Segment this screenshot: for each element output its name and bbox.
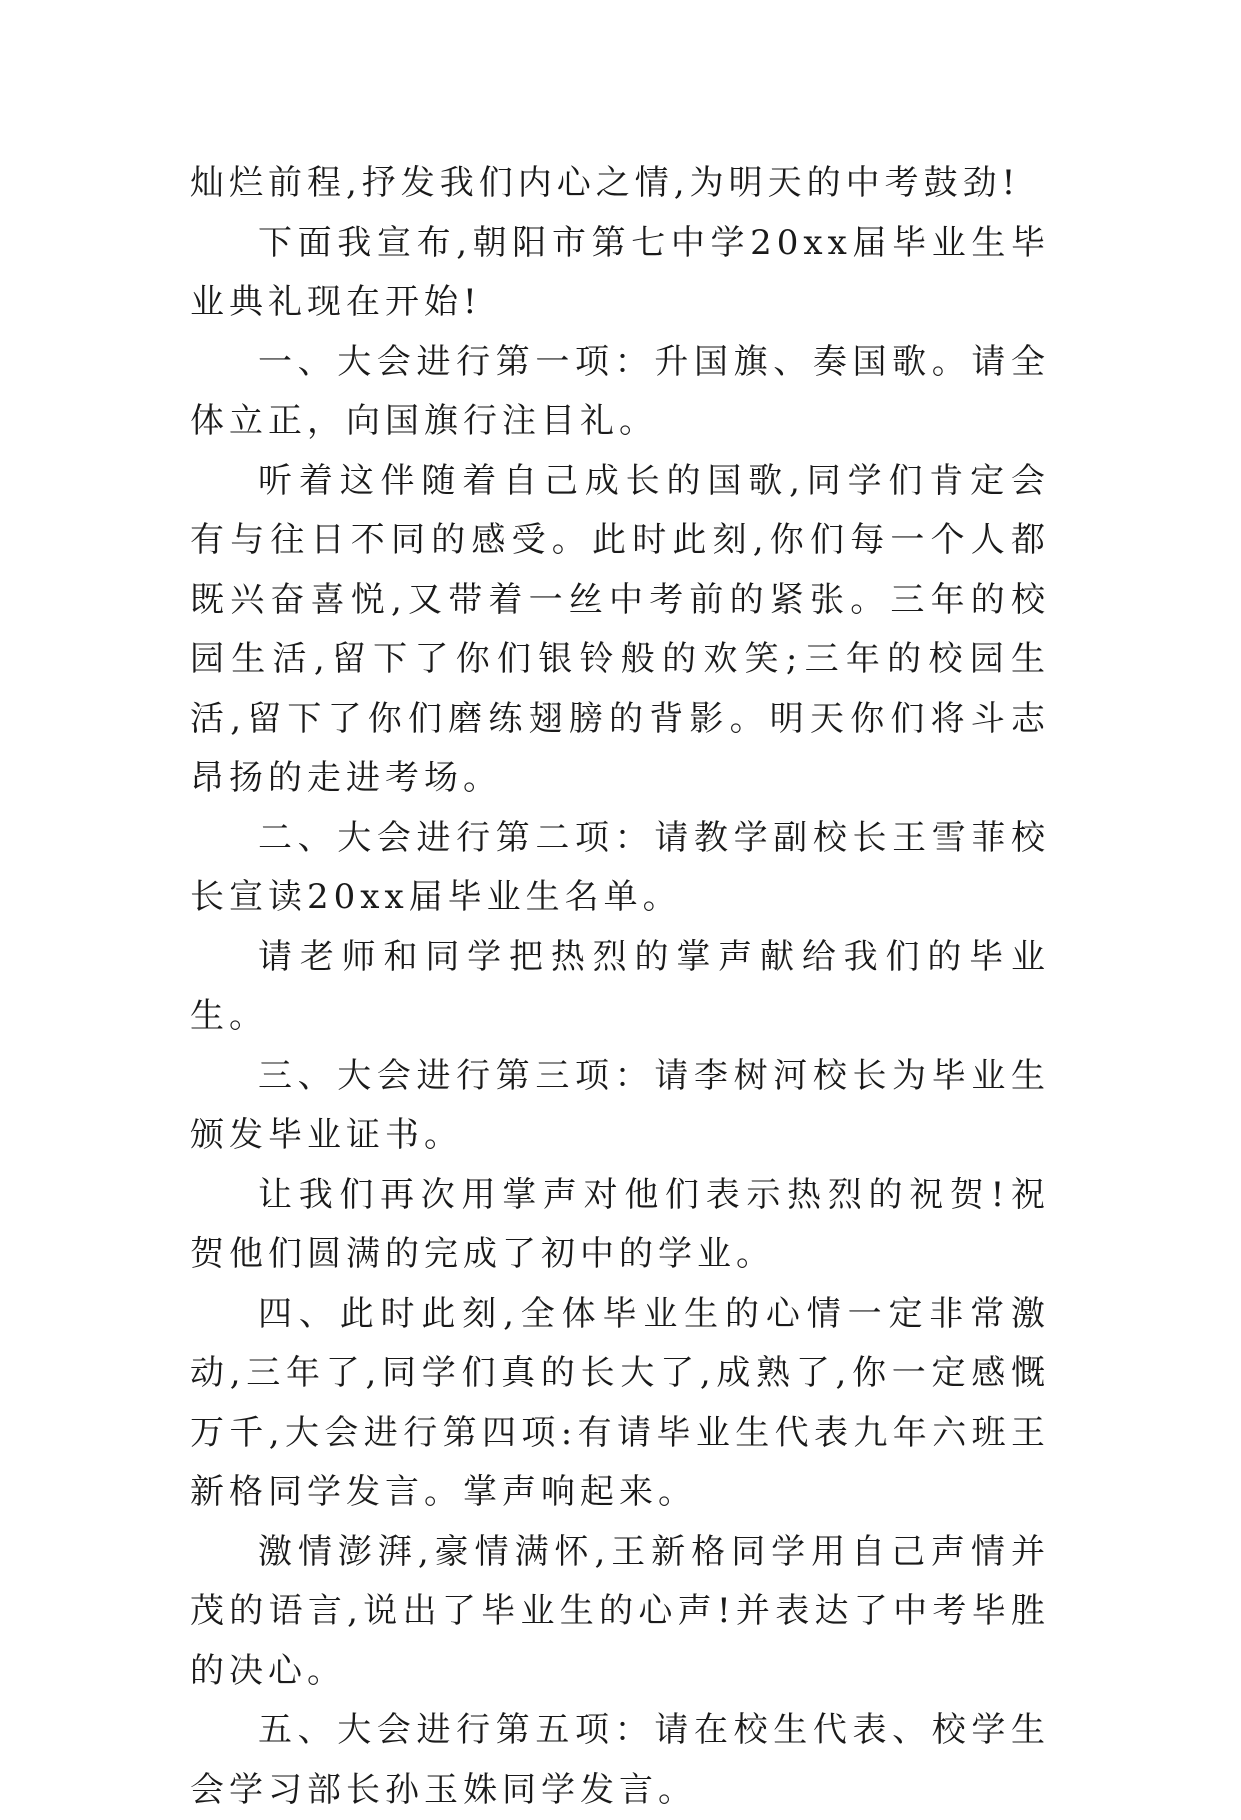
paragraph-11: 五、大会进行第五项：请在校生代表、校学生会学习部长孙玉姝同学发言。	[190, 1710, 1050, 1810]
paragraph-7: 三、大会进行第三项：请李树河校长为毕业生颁发毕业证书。	[190, 1055, 1050, 1155]
paragraph-2: 下面我宣布,朝阳市第七中学20xx届毕业生毕业典礼现在开始!	[190, 222, 1050, 322]
paragraph-10: 激情澎湃,豪情满怀,王新格同学用自己声情并茂的语言,说出了毕业生的心声!并表达了中考毕胜的决心。	[190, 1531, 1050, 1691]
paragraph-4: 听着这伴随着自己成长的国歌,同学们肯定会有与往日不同的感受。此时此刻,你们每一个人都既兴奋喜悦,又带着一丝中考前的紧张。三年的校园生活,留下了你们银铃般的欢笑;三年的校园生活,留下了你们磨练翅膀的背影。明天你们将斗志昂扬的走进考场。	[190, 460, 1050, 798]
document-body	[190, 154, 1050, 1820]
paragraph-9: 四、此时此刻,全体毕业生的心情一定非常激动,三年了,同学们真的长大了,成熟了,你一定感慨万千,大会进行第四项:有请毕业生代表九年六班王新格同学发言。掌声响起来。	[190, 1293, 1050, 1512]
paragraph-5: 二、大会进行第二项：请教学副校长王雪菲校长宣读20xx届毕业生名单。	[190, 817, 1050, 917]
paragraph-1: 灿烂前程,抒发我们内心之情,为明天的中考鼓劲!	[190, 163, 1021, 203]
paragraph-8: 让我们再次用掌声对他们表示热烈的祝贺!祝贺他们圆满的完成了初中的学业。	[190, 1174, 1050, 1274]
paragraph-3: 一、大会进行第一项：升国旗、奏国歌。请全体立正，向国旗行注目礼。	[190, 341, 1050, 441]
paragraph-6: 请老师和同学把热烈的掌声献给我们的毕业生。	[190, 936, 1050, 1036]
